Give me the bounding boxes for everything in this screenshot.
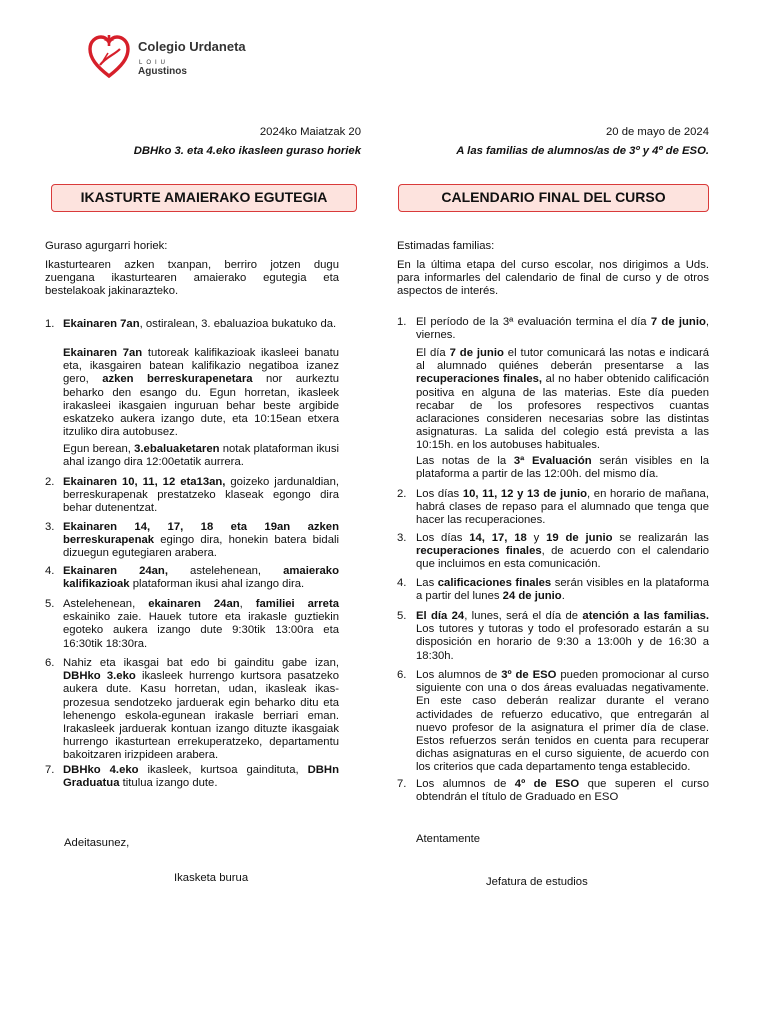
right-item-number: 1. — [397, 316, 407, 328]
left-closing: Adeitasunez, — [64, 837, 130, 849]
left-item-number: 7. — [45, 764, 55, 776]
right-intro: En la última etapa del curso escolar, nos dirigimos a Uds. para informarles del calendario de final de curso y de otros aspectos de interés. — [397, 259, 709, 298]
right-banner-title: CALENDARIO FINAL DEL CURSO — [398, 184, 709, 212]
logo-school-name: Colegio Urdaneta — [138, 39, 246, 54]
right-item-text: El día 24, lunes, será el día de atención a las familias. Los tutores y tutoras y todo el profesorado estarán a su disposición en horario de 9:30 a 13:00h y de 16:30 a 18:30h. — [416, 610, 709, 662]
right-item-text: El día 7 de junio el tutor comunicará las notas e indicará al alumnado quiénes deberán presentarse a las recuperaciones finales, al no haber obtenido calificación positiva en alguna de las materias. Este día pueden recabar de los profesores respectivos cuantas aclaraciones consideren necesarias sobre las distintas asignaturas. La salida del colegio está prevista a las 10:15h. en los autobuses habituales. — [416, 347, 709, 452]
right-item-number: 7. — [397, 778, 407, 790]
left-item-text: Astelehenean, ekainaren 24an, familiei arreta eskainiko zaie. Hauek tutore eta irakasle guztiekin egoteko aukera izango dute 9:30tik 13:00ra eta 16:30tik 18:30ra. — [63, 598, 340, 650]
right-item-text: Las notas de la 3ª Evaluación serán visibles en la plataforma a partir de las 12:00h. del mismo día. — [416, 455, 710, 481]
right-item-number: 6. — [397, 669, 407, 681]
right-item-number: 4. — [397, 577, 407, 589]
left-signature: Ikasketa burua — [174, 872, 249, 884]
left-item-number: 2. — [45, 476, 55, 488]
left-item-number: 5. — [45, 598, 55, 610]
right-recipients: A las familias de alumnos/as de 3º y 4º de ESO. — [456, 145, 709, 157]
left-item-number: 4. — [45, 565, 55, 577]
left-item-text: DBHko 4.eko ikasleek, kurtsoa gainditutа, DBHn Graduatua titulua izango dute. — [63, 764, 339, 790]
logo-order: Agustinos — [138, 66, 187, 77]
right-greeting: Estimadas familias: — [397, 240, 495, 252]
school-logo — [86, 30, 256, 80]
left-date: 2024ko Maiatzak 20 — [259, 126, 361, 138]
left-item-text: Ekainaren 24an, astelehenean, amaierako kalifikazioak plataforman ikusi ahal izango dira. — [63, 565, 339, 591]
right-item-text: Los días 14, 17, 18 y 19 de junio se realizarán las recuperaciones finales, de acuerdo con el calendario que incluimos en esta comunicación. — [416, 532, 709, 571]
logo-place: LOIU — [139, 60, 170, 66]
right-item-number: 2. — [397, 488, 407, 500]
left-item-text: Ekainaren 10, 11, 12 eta13an, goizeko jardunaldian, berreskurapenak prestatzeko klaseak egongo dira behar dutenentzat. — [63, 476, 339, 515]
left-recipients: DBHko 3. eta 4.eko ikasleen guraso horiek — [133, 145, 361, 157]
right-item-text: Los alumnos de 3º de ESO pueden promocionar al curso siguiente con una o dos áreas evaluadas negativamente. En este caso deberán realizar durante el verano actividades de refuerzo educativo, que entregarán al nuevo profesor de la asignatura el primer día de clase. Estos refuerzos serán tenidos en cuenta para recuperar dichas asignaturas en el curso siguiente, de acuerdo con los criterios que cada departamento tenga establecido. — [416, 669, 709, 774]
right-closing: Atentamente — [416, 833, 481, 845]
right-item-text: Las calificaciones finales serán visibles en la plataforma a partir del lunes 24 de junio. — [416, 577, 709, 603]
heart-logo-icon — [86, 30, 132, 80]
left-item-text: Ekainaren 14, 17, 18 eta 19an azken berreskurapenak egingo dira, honekin batera bidali dizuegun egutegiaren arabera. — [63, 521, 339, 560]
right-item-text: Los días 10, 11, 12 y 13 de junio, en horario de mañana, habrá clases de repaso para el alumnado que tenga que hacer las recuperaciones. — [416, 488, 709, 527]
left-banner-title: IKASTURTE AMAIERAKO EGUTEGIA — [51, 184, 357, 212]
right-item-text: Los alumnos de 4º de ESO que superen el curso obtendrán el título de Graduado en ESO — [416, 778, 709, 804]
right-signature: Jefatura de estudios — [486, 876, 588, 888]
right-date: 20 de mayo de 2024 — [605, 126, 709, 138]
left-item-text: Egun berean, 3.ebaluaketaren notak plataforman ikusi ahal izango dira 12:00etatik aurrera. — [63, 443, 340, 469]
left-item-text: Ekainaren 7an tutoreak kalifikazioak ikasleei banatu eta, ikasgairen batean kalifikazio negatiboa izanez gero, azken berreskurapenetara nor aurkeztu beharko den esango du. Egun horretan, ikasleek irakasleei ikasgaien inguruan behar beste argibide eskatzeko aukera izango dute, eta 10:15ean etxera itzuliko dira autobusez. — [63, 347, 340, 439]
left-item-number: 6. — [45, 657, 55, 669]
left-item-number: 3. — [45, 521, 55, 533]
left-item-text: Nahiz eta ikasgai bat edo bi gainditu gabe izan, DBHko 3.eko ikasleek hurrengo kurtsora pasatzeko aukera dute. Kasu horretan, udan, ikasleak ikas-prozesua sendotzeko jarduerak egin beharko ditu eta lehenengo eskola-egunean irakasle berriari eman. Irakasleek jarduerak kontuan izango dituzte ikasgaiak hurrengo ikasturtean errekuperatzeko, departamentu bakoitzaren irizpideen arabera. — [63, 657, 339, 762]
left-item-number: 1. — [45, 318, 55, 330]
right-item-number: 5. — [397, 610, 407, 622]
right-item-number: 3. — [397, 532, 407, 544]
left-intro: Ikasturtearen azken txanpan, berriro jotzen dugu zuengana ikasturtearen amaierako egutegia eta bestelakoak jakinarazteko. — [45, 259, 339, 298]
right-item-text: El período de la 3ª evaluación termina el día 7 de junio, viernes. — [416, 316, 709, 342]
left-item-text: Ekainaren 7an, ostiralean, 3. ebaluazioa bukatuko da. — [63, 318, 337, 330]
left-greeting: Guraso agurgarri horiek: — [45, 240, 168, 252]
